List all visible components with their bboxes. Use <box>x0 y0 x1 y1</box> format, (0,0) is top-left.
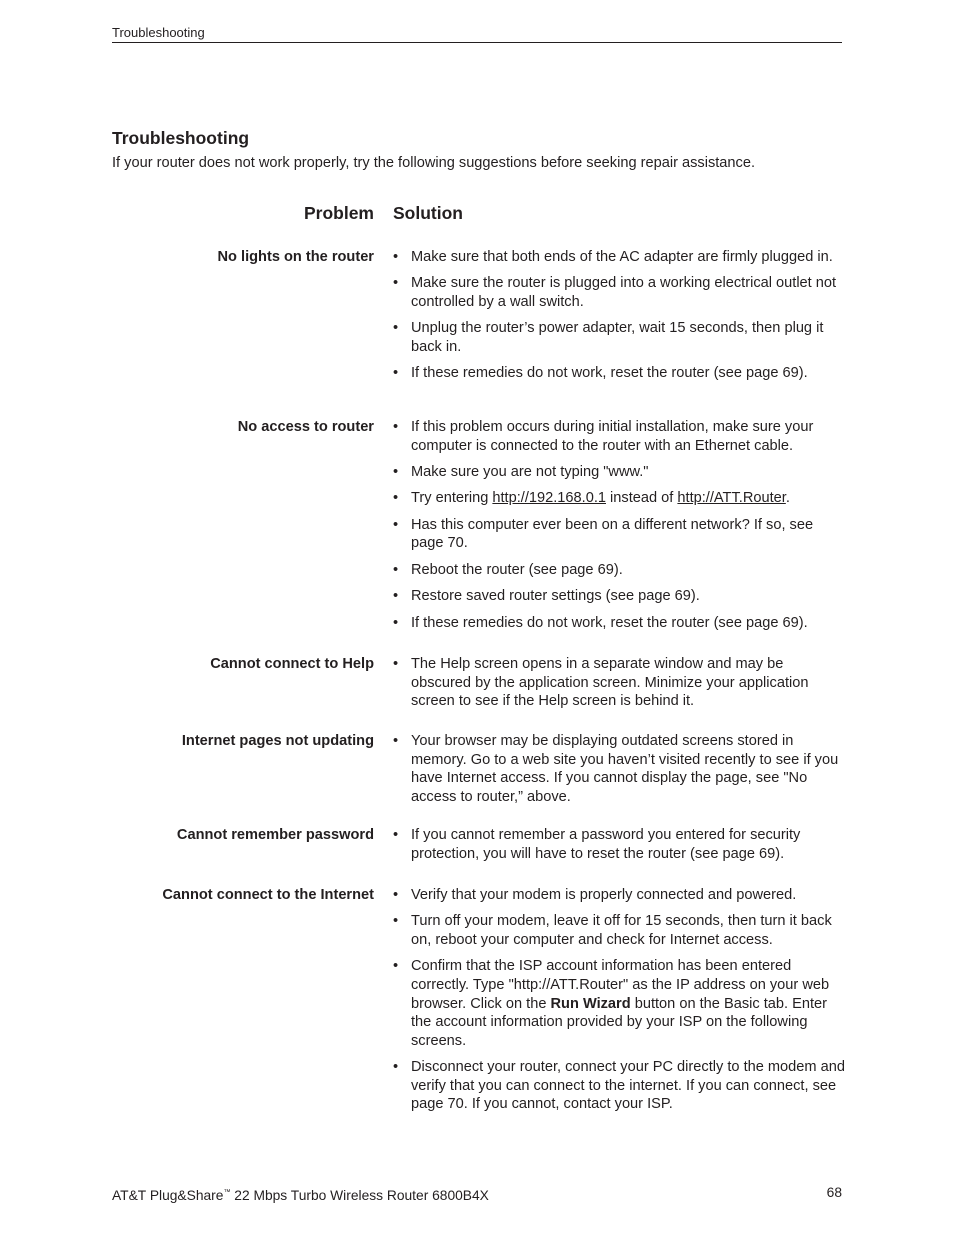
bullet-icon: • <box>393 516 399 533</box>
solution-list <box>393 732 845 814</box>
problem-column-header: Problem <box>303 203 374 223</box>
page-footer <box>112 1184 842 1205</box>
router-ip-link[interactable]: http://192.168.0.1 <box>492 490 606 507</box>
bullet-icon: • <box>393 656 399 672</box>
bullet-icon: • <box>393 588 399 605</box>
bullet-icon: • <box>393 1059 399 1076</box>
bullet-icon: • <box>393 614 399 631</box>
bullet-icon: • <box>393 913 399 930</box>
solution-item: • Your browser may be displaying outdated screens stored in memory. Go to a web site you haven’t visited recently to see if you have Internet access. If you cannot display the page, see "No access to router,” above. <box>393 733 839 805</box>
solution-item: • Restore saved router settings (see page 69). <box>393 588 700 605</box>
problem-label: Cannot connect to the Internet <box>162 887 374 903</box>
page-number: 68 <box>826 1185 842 1200</box>
section-title: Troubleshooting <box>112 128 250 148</box>
bullet-icon: • <box>393 733 399 749</box>
bullet-icon: • <box>393 958 399 975</box>
solution-item: • Reboot the router (see page 69). <box>393 561 623 578</box>
problem-label: Cannot connect to Help <box>210 656 374 672</box>
product-model: 22 Mbps Turbo Wireless Router 6800B4X <box>230 1188 489 1203</box>
bullet-icon: • <box>393 419 399 435</box>
bullet-icon: • <box>393 561 399 578</box>
solution-item: • Has this computer ever been on a different network? If so, see page 70. <box>393 516 814 552</box>
intro-paragraph: If your router does not work properly, try the following suggestions before seeking repair assistance. <box>112 155 755 171</box>
bullet-icon: • <box>393 490 399 507</box>
bullet-icon: • <box>393 275 399 292</box>
solution-item: • Verify that your modem is properly connected and powered. <box>393 887 797 903</box>
solution-item: • If this problem occurs during initial installation, make sure your computer is connected to the router with an Ethernet cable. <box>393 419 814 454</box>
att-router-link[interactable]: http://ATT.Router <box>677 490 786 507</box>
solution-item: • Make sure you are not typing "www." <box>393 463 649 480</box>
solution-item: • Unplug the router’s power adapter, wait 15 seconds, then plug it back in. <box>393 320 824 355</box>
running-head: Troubleshooting <box>112 25 842 43</box>
bullet-icon: • <box>393 887 399 903</box>
trademark-symbol: ™ <box>223 1189 231 1196</box>
solution-list <box>393 655 845 719</box>
solution-item: • Confirm that the ISP account information has been entered correctly. Type "http://ATT.Router" as the IP address on your web browser. Click on the Run Wizard button on the Basic tab. Enter the account information provided by your ISP on the following screens. <box>393 958 830 1049</box>
solution-list <box>393 248 845 391</box>
solution-item: • Try entering http://192.168.0.1 instead of http://ATT.Router. <box>393 490 790 507</box>
problem-label: No access to router <box>237 419 374 435</box>
solution-item: • If these remedies do not work, reset the router (see page 69). <box>393 614 808 631</box>
problem-label: Internet pages not updating <box>181 733 374 749</box>
run-wizard-label: Run Wizard <box>550 995 631 1012</box>
problem-label: No lights on the router <box>217 249 374 265</box>
solution-item: • The Help screen opens in a separate window and may be obscured by the application screen. Minimize your application screen to see if the Help screen is behind it. <box>393 656 809 710</box>
problem-label: Cannot remember password <box>176 827 374 843</box>
solution-list <box>393 886 845 1122</box>
solution-list <box>393 418 845 640</box>
solution-column-header: Solution <box>393 203 463 223</box>
solution-item: • Make sure that both ends of the AC adapter are firmly plugged in. <box>393 249 833 265</box>
bullet-icon: • <box>393 365 399 382</box>
bullet-icon: • <box>393 827 399 843</box>
bullet-icon: • <box>393 320 399 337</box>
solution-item: • Disconnect your router, connect your PC directly to the modem and verify that you can connect to the internet. If you can connect, see page 70. If you cannot, contact your ISP. <box>393 1059 845 1113</box>
product-name: AT&T Plug&Share <box>112 1188 224 1203</box>
solution-list <box>393 826 845 871</box>
bullet-icon: • <box>393 463 399 480</box>
solution-item: • Turn off your modem, leave it off for 15 seconds, then turn it back on, reboot your computer and check for Internet access. <box>393 913 832 948</box>
solution-item: • If these remedies do not work, reset the router (see page 69). <box>393 365 808 382</box>
solution-item: • If you cannot remember a password you entered for security protection, you will have to reset the router (see page 69). <box>393 827 801 862</box>
bullet-icon: • <box>393 249 399 265</box>
solution-item: • Make sure the router is plugged into a working electrical outlet not controlled by a wall switch. <box>393 275 837 310</box>
